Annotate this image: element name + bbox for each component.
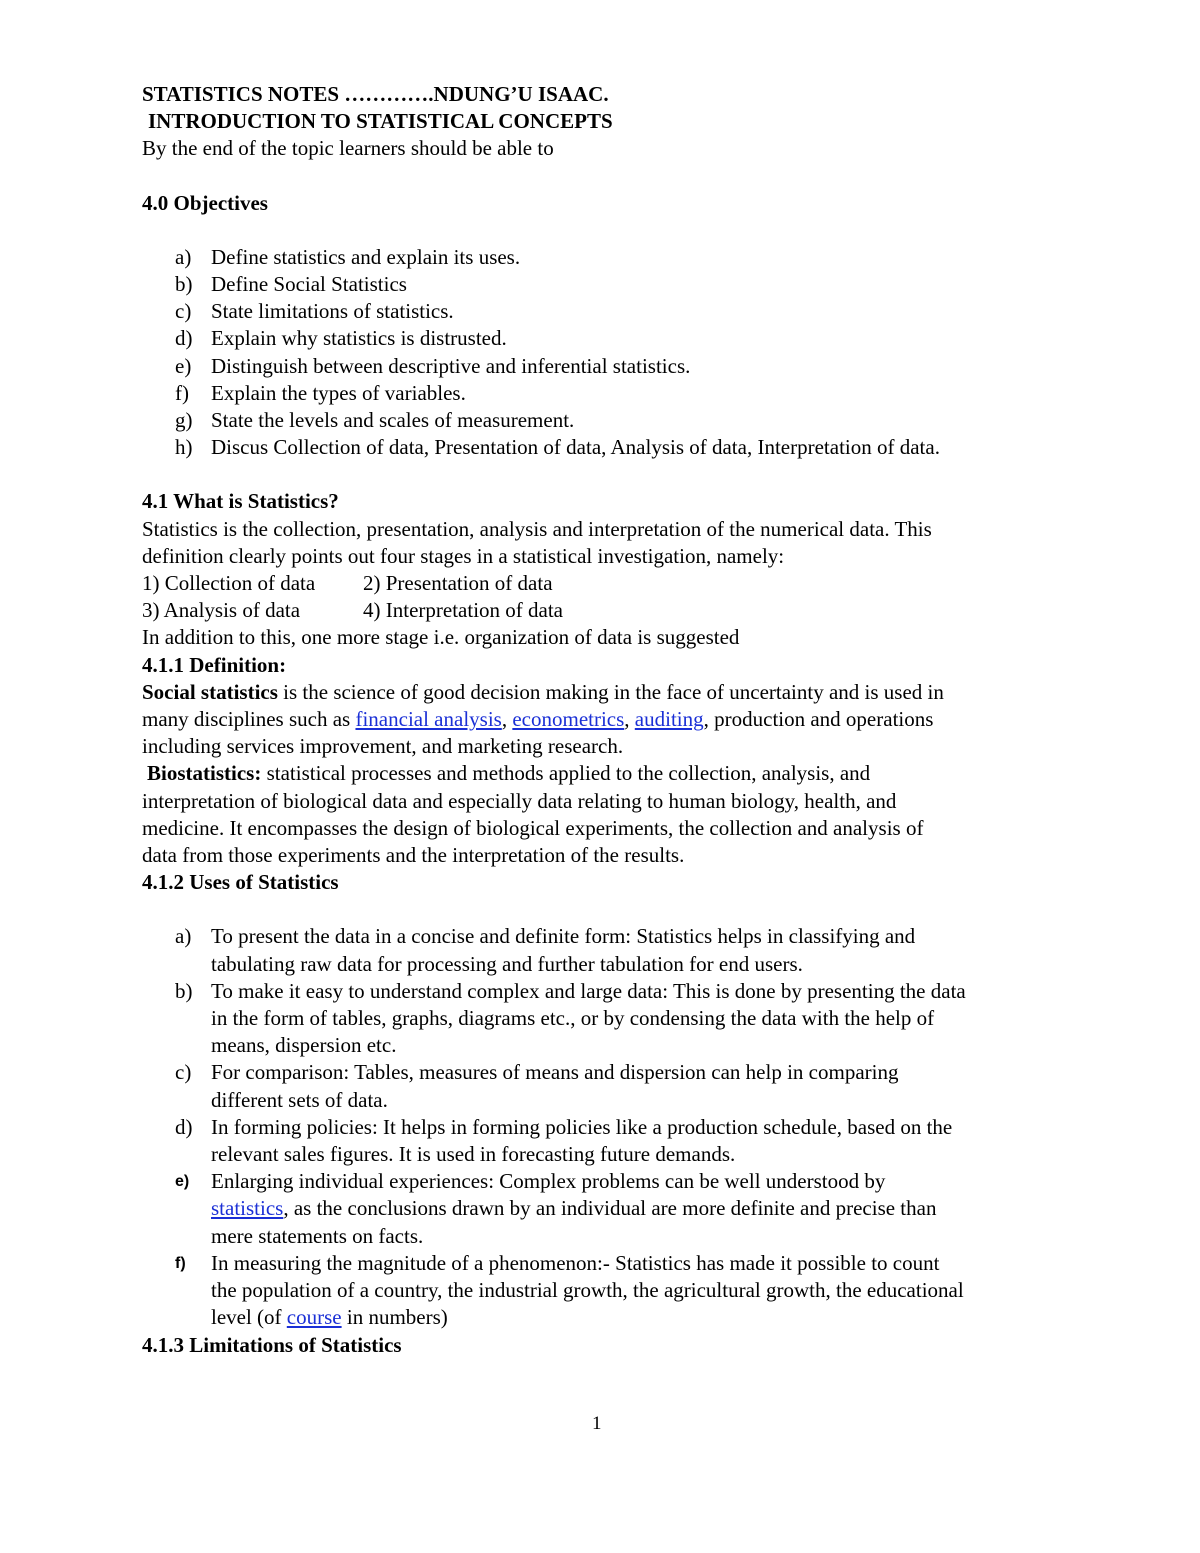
paragraph-line: including services improvement, and marketing research. — [142, 734, 624, 759]
section-heading-limitations: 4.1.3 Limitations of Statistics — [142, 1332, 402, 1357]
paragraph-line: In addition to this, one more stage i.e. organization of data is suggested — [142, 625, 740, 650]
list-item — [142, 923, 1062, 977]
list-item — [142, 325, 1062, 352]
list-label: c) — [175, 1060, 192, 1085]
list-line: the population of a country, the industrial growth, the agricultural growth, the educational — [211, 1278, 964, 1303]
list-item — [142, 1059, 1062, 1113]
list-item — [142, 298, 1062, 325]
stage-item: 1) Collection of data — [142, 571, 316, 596]
stage-item: 3) Analysis of data — [142, 598, 301, 623]
list-item — [142, 1114, 1062, 1168]
list-label: h) — [175, 435, 193, 460]
list-item — [142, 1168, 1062, 1250]
list-label: c) — [175, 299, 192, 324]
list-label: b) — [175, 978, 193, 1003]
list-item — [142, 271, 1062, 298]
section-heading-uses: 4.1.2 Uses of Statistics — [142, 870, 339, 895]
paragraph-line — [142, 679, 1062, 706]
stages-row — [142, 570, 1062, 597]
list-line: means, dispersion etc. — [211, 1033, 397, 1058]
list-line: For comparison: Tables, measures of means and dispersion can help in comparing — [211, 1060, 899, 1085]
list-line: To present the data in a concise and definite form: Statistics helps in classifying and — [211, 924, 916, 949]
list-label: d) — [175, 326, 193, 351]
list-item — [142, 1250, 1062, 1332]
list-item — [142, 244, 1062, 271]
link-statistics[interactable]: statistics — [211, 1196, 284, 1221]
document-body — [142, 81, 1062, 1359]
objectives-heading: 4.0 Objectives — [142, 190, 268, 215]
inline-text: in numbers) — [341, 1305, 448, 1330]
list-text: Explain why statistics is distrusted. — [211, 326, 507, 351]
section-heading-definition: 4.1.1 Definition: — [142, 652, 287, 677]
inline-text: statistical processes and methods applied to the collection, analysis, and — [261, 761, 871, 786]
link-auditing[interactable]: auditing — [634, 707, 704, 732]
link-course[interactable]: course — [286, 1305, 342, 1330]
document-subtitle: INTRODUCTION TO STATISTICAL CONCEPTS — [148, 109, 613, 134]
paragraph-line: definition clearly points out four stages in a statistical investigation, namely: — [142, 543, 785, 568]
list-label: a) — [175, 244, 192, 269]
document-title: STATISTICS NOTES ………….NDUNG’U ISAAC. — [142, 82, 609, 106]
list-line: To make it easy to understand complex and large data: This is done by presenting the data — [211, 978, 966, 1003]
list-line: tabulating raw data for processing and further tabulation for end users. — [211, 951, 803, 976]
objectives-list — [142, 244, 1062, 462]
inline-text: , production and operations — [703, 707, 934, 732]
list-line: in the form of tables, graphs, diagrams etc., or by condensing the data with the help of — [211, 1006, 935, 1031]
uses-list — [142, 923, 1062, 1331]
inline-text: level (of — [211, 1305, 287, 1330]
intro-text: By the end of the topic learners should be able to — [142, 136, 554, 161]
list-line: In forming policies: It helps in forming policies like a production schedule, based on the — [211, 1114, 953, 1139]
list-text: Define statistics and explain its uses. — [211, 244, 521, 269]
page-number: 1 — [592, 1413, 602, 1434]
list-text: Define Social Statistics — [211, 272, 407, 297]
list-item — [142, 353, 1062, 380]
list-item — [142, 978, 1062, 1060]
list-line — [211, 1304, 1062, 1331]
list-label: g) — [175, 408, 193, 433]
list-label: e) — [175, 353, 192, 378]
paragraph-line — [142, 706, 1062, 733]
list-text: State the levels and scales of measurement. — [211, 408, 575, 433]
link-financial-analysis[interactable]: financial analysis — [355, 707, 502, 732]
term-social-statistics: Social statistics — [142, 679, 278, 704]
term-biostatistics: Biostatistics: — [147, 761, 262, 786]
list-text: Distinguish between descriptive and inferential statistics. — [211, 353, 691, 378]
list-line: Enlarging individual experiences: Complex problems can be well understood by — [211, 1169, 886, 1194]
paragraph-line: interpretation of biological data and especially data relating to human biology, health, and — [142, 788, 897, 813]
inline-text: , as the conclusions drawn by an individual are more definite and precise than — [283, 1196, 937, 1221]
list-label: f) — [175, 1254, 186, 1272]
list-line: mere statements on facts. — [211, 1223, 424, 1248]
list-text: Discus Collection of data, Presentation of data, Analysis of data, Interpretation of data. — [211, 435, 940, 460]
list-line: relevant sales figures. It is used in forecasting future demands. — [211, 1142, 736, 1167]
paragraph-line: data from those experiments and the interpretation of the results. — [142, 843, 685, 868]
link-econometrics[interactable]: econometrics — [512, 707, 625, 732]
list-text: Explain the types of variables. — [211, 380, 466, 405]
list-item — [142, 407, 1062, 434]
inline-text: is the science of good decision making in the face of uncertainty and is used in — [277, 679, 944, 704]
stages-row — [142, 597, 1062, 624]
list-label: e) — [175, 1173, 190, 1191]
section-heading-what-is: 4.1 What is Statistics? — [142, 489, 339, 514]
list-label: a) — [175, 924, 192, 949]
stage-item: 2) Presentation of data — [363, 571, 553, 596]
stage-item: 4) Interpretation of data — [363, 598, 563, 623]
inline-text: , — [624, 707, 635, 732]
paragraph-line: medicine. It encompasses the design of biological experiments, the collection and analysis of — [142, 815, 924, 840]
list-line — [211, 1195, 1062, 1222]
list-label: d) — [175, 1114, 193, 1139]
list-label: b) — [175, 272, 193, 297]
inline-text: , — [501, 707, 513, 732]
paragraph-line — [142, 760, 1062, 787]
list-line: In measuring the magnitude of a phenomenon:- Statistics has made it possible to count — [211, 1250, 940, 1275]
paragraph-line: Statistics is the collection, presentation, analysis and interpretation of the numerical data. This — [142, 516, 932, 541]
list-item — [142, 380, 1062, 407]
inline-text: many disciplines such as — [142, 707, 356, 732]
list-item — [142, 434, 1062, 461]
list-label: f) — [175, 380, 189, 405]
list-text: State limitations of statistics. — [211, 299, 454, 324]
list-line: different sets of data. — [211, 1087, 388, 1112]
